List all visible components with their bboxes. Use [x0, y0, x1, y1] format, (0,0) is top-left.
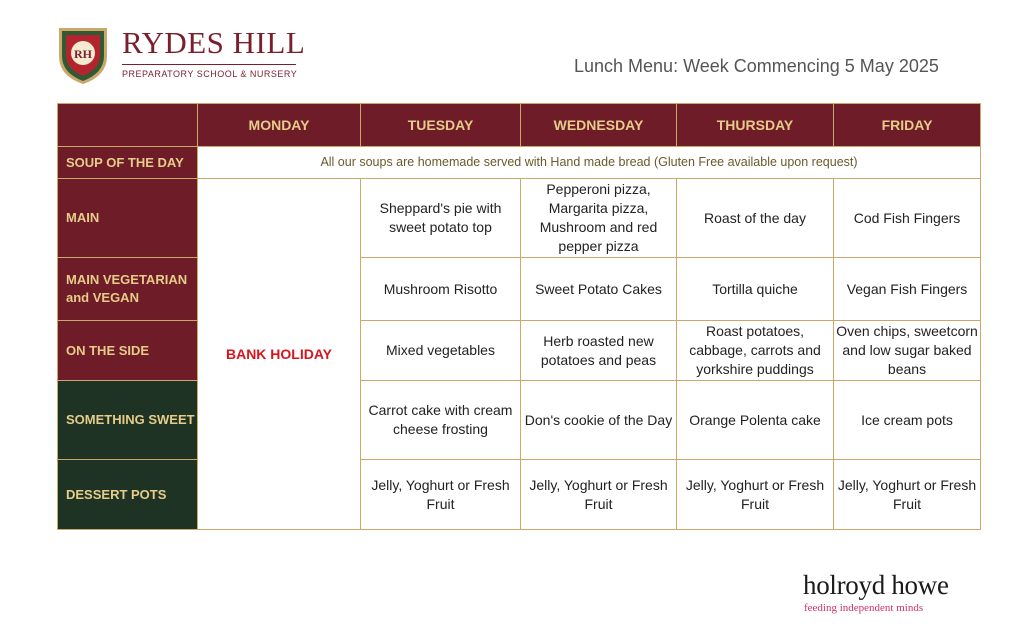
category-side: ON THE SIDE [58, 321, 198, 381]
school-crest-icon [56, 24, 110, 86]
menu-cell: Roast of the day [677, 179, 834, 258]
table-row [58, 321, 981, 381]
table-row [58, 460, 981, 530]
menu-cell: Herb roasted new potatoes and peas [521, 321, 677, 381]
school-name: RYDES HILL [122, 25, 306, 60]
crest-monogram: RH [74, 47, 92, 61]
menu-cell: Jelly, Yoghurt or Fresh Fruit [361, 460, 521, 530]
menu-cell: Orange Polenta cake [677, 381, 834, 460]
day-header-monday: MONDAY [198, 104, 361, 147]
category-soup: SOUP OF THE DAY [58, 147, 198, 179]
school-name-divider [122, 64, 296, 65]
menu-cell: Carrot cake with cream cheese frosting [361, 381, 521, 460]
menu-cell: Sheppard's pie with sweet potato top [361, 179, 521, 258]
day-header-friday: FRIDAY [834, 104, 981, 147]
lunch-menu-table [57, 103, 981, 530]
table-row [58, 147, 981, 179]
category-main: MAIN [58, 179, 198, 258]
menu-cell: Don's cookie of the Day [521, 381, 677, 460]
category-sweet: SOMETHING SWEET [58, 381, 198, 460]
category-dessert: DESSERT POTS [58, 460, 198, 530]
day-header-tuesday: TUESDAY [361, 104, 521, 147]
table-header-row [58, 104, 981, 147]
category-vegetarian: MAIN VEGETARIAN and VEGAN [58, 258, 198, 321]
menu-cell: Jelly, Yoghurt or Fresh Fruit [521, 460, 677, 530]
menu-cell: Ice cream pots [834, 381, 981, 460]
menu-cell: Jelly, Yoghurt or Fresh Fruit [677, 460, 834, 530]
menu-title: Lunch Menu: Week Commencing 5 May 2025 [574, 56, 939, 76]
menu-cell: Mushroom Risotto [361, 258, 521, 321]
menu-cell: Mixed vegetables [361, 321, 521, 381]
table-row [58, 381, 981, 460]
day-header-thursday: THURSDAY [677, 104, 834, 147]
menu-cell: Jelly, Yoghurt or Fresh Fruit [834, 460, 981, 530]
menu-cell: Sweet Potato Cakes [521, 258, 677, 321]
footer-tagline: feeding independent minds [804, 602, 924, 614]
menu-cell: Vegan Fish Fingers [834, 258, 981, 321]
menu-cell: Tortilla quiche [677, 258, 834, 321]
footer-brand: holroyd howe [803, 570, 949, 600]
menu-cell: Cod Fish Fingers [834, 179, 981, 258]
monday-bank-holiday: BANK HOLIDAY [198, 179, 361, 530]
day-header-wednesday: WEDNESDAY [521, 104, 677, 147]
table-corner-cell [58, 104, 198, 147]
soup-description: All our soups are homemade served with Hand made bread (Gluten Free available upon request) [198, 147, 981, 179]
menu-cell: Oven chips, sweetcorn and low sugar baked beans [834, 321, 981, 381]
menu-cell: Roast potatoes, cabbage, carrots and yorkshire puddings [677, 321, 834, 381]
table-row [58, 258, 981, 321]
menu-cell: Pepperoni pizza, Margarita pizza, Mushroom and red pepper pizza [521, 179, 677, 258]
school-subtitle: PREPARATORY SCHOOL & NURSERY [122, 69, 298, 79]
table-row [58, 179, 981, 258]
